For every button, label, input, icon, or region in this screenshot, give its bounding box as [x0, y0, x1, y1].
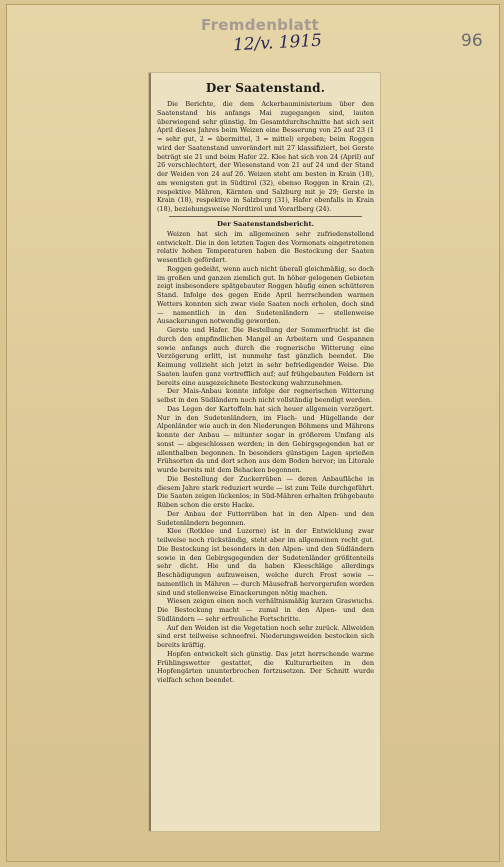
paragraph-weiden: Auf den Weiden ist die Vegetation noch sehr zurück. Allweiden sind erst teilweise schneefrei. Niederungsweiden bestocken sich bereits kräftig.	[157, 623, 374, 649]
paragraph-hopfen: Hopfen entwickelt sich günstig. Das jetzt herrschende warme Frühlingswetter gestattet, die Kulturarbeiten in den Hopfengärten ununterbrochen fortzusetzen. Der Schnitt wurde vielfach schon beendet.	[157, 649, 374, 684]
paragraph-kartoffeln: Das Legen der Kartoffeln hat sich heuer allgemein verzögert. Nur in den Sudetenländern, im Flach- und Hügellande der Alpenländer wie auch in den Niederungen Böhmens und Mährens konnte der Anbau — mitunter sogar in größerem Umfang als sonst — abgeschlossen werden; in den Gebirgsgegenden hat er allenthalben begonnen. In besonders günstigen Lagen sprießen Frühsorten da und dort schon aus dem Boden hervor; im Litorale wurde bereits mit dem Behacken begonnen.	[157, 404, 374, 474]
page-number: 96	[461, 31, 483, 51]
paragraph-gerste-hafer: Gerste und Hafer. Die Bestellung der Sommerfrucht ist die durch den empfindlichen Mangel an Arbeitern und Gespannen sowie anfangs auch durch die regnerische Witterung eine Verzögerung erlitt, ist nunmehr fast gänzlich beendet. Die Keimung vollzieht sich jetzt in sehr befriedigender Weise. Die Saaten laufen ganz vortrefflich auf; auf frühgebauten Feldern ist bereits eine ausgezeichnete Bestockung wahrzunehmen.	[157, 326, 374, 387]
paragraph-mais: Der Mais-Anbau konnte infolge der regnerischen Witterung selbst in den Südländern noch nicht vollständig beendigt werden.	[157, 387, 374, 404]
paragraph-wiesen: Wiesen zeigen einen noch verhältnismäßig kurzen Graswuchs. Die Bestockung macht — zumal in den Alpen- und den Südländern — sehr erfreuliche Fortschritte.	[157, 597, 374, 623]
paragraph-roggen: Roggen gedeiht, wenn auch nicht überall gleichmäßig, so doch im großen und ganzen ziemlich gut. In höher gelegenen Gebieten zeigt insbesondere spätgebauter Roggen häufig einen schütteren Stand. Infolge des gegen Ende April herrschenden warmen Wetters konnten sich zwar viele Saaten noch erholen, doch sind — namentlich in den Sudetenländern — stellenweise Ausackerungen notwendig geworden.	[157, 264, 374, 326]
article-intro: Die Berichte, die dem Ackerbauministerium über den Saatenstand bis anfangs Mai zugegangen sind, lauten überwiegend sehr günstig. Im Gesamtdurchschnitte hat sich seit April dieses Jahres beim Weizen eine Besserung von 25 auf 23 (1 = sehr gut, 2 = übermittel, 3 = mittel) ergeben; beim Roggen wird der Saatenstand unverändert mit 27 klassifiziert, bei Gerste beträgt sie 21 und beim Hafer 22. Klee hat sich von 24 (April) auf 26 verschlechtert, der Wiesenstand von 21 auf 24 und der Stand der Weiden von 24 auf 26. Weizen steht am besten in Krain (18), am wenigsten gut in Südtirol (32), ebenso Roggen in Krain (2), respektive Mähren, Kärnten und Salzburg mit je 29; Gerste in Krain (18), respektive in Salzburg (31), Hafer ebenfalls in Krain (18), beziehungsweise Nordtirol und Vorarlberg (24).	[157, 100, 374, 213]
paragraph-zuckerrueben: Die Bestellung der Zuckerrüben — deren Anbaufläche in diesem Jahre stark reduziert wurde — ist zum Teile durchgeführt. Die Saaten zeigen lückenlos; in Süd-Mähren erhalten frühgebaute Rüben schon die erste Hacke.	[157, 474, 374, 509]
paragraph-klee: Klee (Rotklee und Luzerne) ist in der Entwicklung zwar teilweise noch rückständig, steht aber im allgemeinen recht gut. Die Bestockung ist besonders in den Alpen- und den Südländern sowie in den Gebirgsgegenden der Sudetenländer größtenteils sehr dicht. Hie und da haben Kleeschläge allerdings Beschädigungen aufzuweisen, welche durch Frost sowie — namentlich in Mähren — durch Mäusefraß hervorgerufen worden sind und stellenweise Einackerungen nötig machen.	[157, 527, 374, 597]
divider	[169, 216, 362, 217]
handwritten-date: 12/v. 1915	[232, 30, 323, 56]
article-subheading: Der Saatenstandsbericht.	[216, 219, 314, 228]
paragraph-futterrueben: Der Anbau der Futterrüben hat in den Alpen- und den Sudetenländern begonnen.	[157, 509, 374, 527]
newspaper-stamp: Fremdenblatt	[201, 16, 320, 34]
newspaper-clipping	[149, 73, 380, 831]
article-title: Der Saatenstand.	[205, 81, 326, 95]
paragraph-weizen: Weizen hat sich im allgemeinen sehr zufriedenstellend entwickelt. Die in den letzten Tagen des Vormonats eingetretenen relativ hohen Temperaturen haben die Bestockung der Saaten wesentlich gefördert.	[157, 229, 374, 264]
